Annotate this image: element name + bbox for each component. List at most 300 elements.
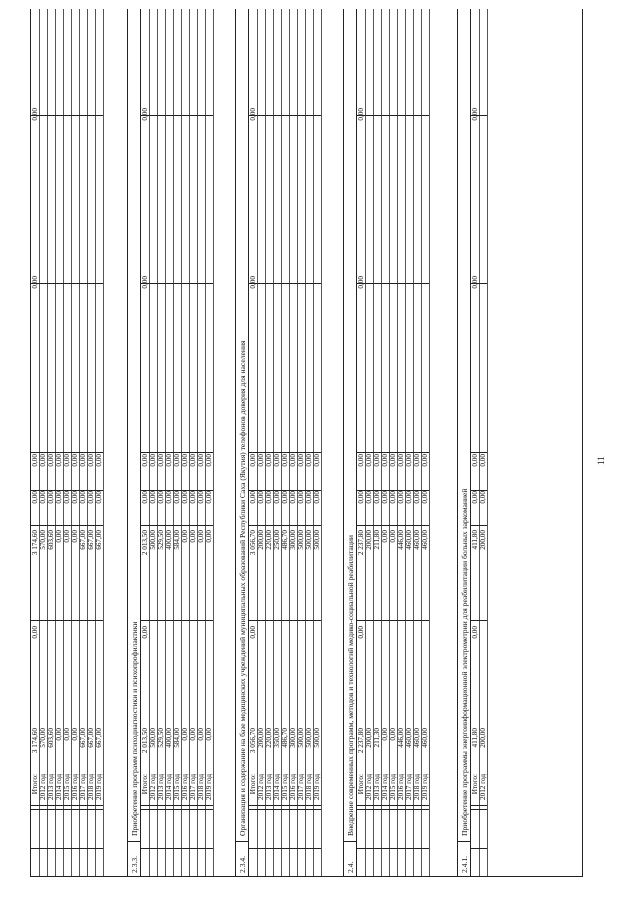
- amount-cell: 0,00: [149, 491, 157, 504]
- amount-cell: 3 174,60: [31, 728, 39, 754]
- year-label: 2017 год: [189, 774, 197, 800]
- page-number: 11: [596, 456, 606, 465]
- year-row: [87, 9, 95, 876]
- column-divider: [31, 848, 103, 849]
- amount-cell: 200,00: [479, 530, 487, 550]
- column-divider: [141, 805, 213, 806]
- amount-cell: 0,00: [471, 491, 479, 504]
- column-divider: [249, 848, 321, 849]
- amount-cell: 460,00: [421, 728, 429, 748]
- amount-cell: 500,00: [305, 728, 313, 748]
- amount-cell: 0,00: [205, 491, 213, 504]
- amount-cell: 400,00: [165, 530, 173, 550]
- amount-cell: 0,00: [197, 728, 205, 741]
- column-divider: [141, 283, 213, 284]
- amount-cell: 446,00: [397, 728, 405, 748]
- amount-cell: 667,00: [87, 728, 95, 748]
- year-row: [149, 9, 157, 876]
- amount-cell: 446,00: [397, 530, 405, 550]
- amount-cell: 0,00: [141, 626, 149, 639]
- section-number-divider: [457, 841, 471, 842]
- amount-cell: 0,00: [389, 491, 397, 504]
- amount-cell: 570,00: [39, 530, 47, 550]
- year-row: [47, 9, 55, 876]
- column-divider: [141, 620, 213, 621]
- year-label: 2015 год: [173, 774, 181, 800]
- column-divider: [357, 452, 429, 453]
- year-row: [289, 9, 297, 876]
- year-label: 2018 год: [87, 774, 95, 800]
- amount-cell: 0,00: [95, 454, 103, 467]
- amount-cell: 0,00: [189, 491, 197, 504]
- amount-cell: 0,00: [189, 530, 197, 543]
- section-number-divider: [235, 841, 249, 842]
- column-divider: [31, 809, 103, 810]
- amount-cell: 667,00: [87, 530, 95, 550]
- amount-cell: 0,00: [55, 530, 63, 543]
- amount-cell: 667,00: [79, 530, 87, 550]
- column-divider: [357, 805, 429, 806]
- amount-cell: 584,00: [173, 530, 181, 550]
- year-row: [413, 9, 421, 876]
- year-row: [71, 9, 79, 876]
- year-label: 2014 год: [55, 774, 63, 800]
- column-divider: [31, 525, 103, 526]
- amount-cell: 0,00: [39, 491, 47, 504]
- amount-cell: 0,00: [55, 454, 63, 467]
- amount-cell: 0,00: [471, 108, 479, 121]
- amount-cell: 460,00: [405, 530, 413, 550]
- amount-cell: 0,00: [165, 454, 173, 467]
- row-divider: [487, 9, 488, 876]
- year-label: 2016 год: [71, 774, 79, 800]
- amount-cell: 0,00: [397, 491, 405, 504]
- amount-cell: 0,00: [63, 728, 71, 741]
- year-row: [405, 9, 413, 876]
- section-number: 2.4.: [346, 861, 355, 873]
- amount-cell: 0,00: [205, 728, 213, 741]
- amount-cell: 2 013,50: [141, 530, 149, 556]
- column-divider: [471, 283, 487, 284]
- column-divider: [249, 115, 321, 116]
- amount-cell: 486,70: [281, 728, 289, 748]
- amount-cell: 667,00: [95, 728, 103, 748]
- column-divider: [471, 490, 487, 491]
- year-label: 2014 год: [165, 774, 173, 800]
- year-row: [257, 9, 265, 876]
- year-label: 2013 год: [157, 774, 165, 800]
- section-heading: [127, 9, 141, 876]
- amount-cell: 0,00: [63, 530, 71, 543]
- amount-cell: 0,00: [381, 454, 389, 467]
- amount-cell: 0,00: [479, 491, 487, 504]
- amount-cell: 0,00: [181, 530, 189, 543]
- amount-cell: 0,00: [373, 491, 381, 504]
- column-divider: [471, 620, 487, 621]
- year-row: [63, 9, 71, 876]
- amount-cell: 460,00: [421, 530, 429, 550]
- year-label: 2012 год: [479, 774, 487, 800]
- year-label: 2016 год: [397, 774, 405, 800]
- total-row: [141, 9, 149, 876]
- column-divider: [141, 452, 213, 453]
- section-title: Приобретение программы энергоинформационной электрометрии для реабилитации больных заркоманией: [460, 488, 469, 836]
- column-divider: [31, 620, 103, 621]
- column-divider: [141, 809, 213, 810]
- amount-cell: 0,00: [141, 108, 149, 121]
- amount-cell: 400,00: [165, 728, 173, 748]
- amount-cell: 411,80: [471, 728, 479, 748]
- column-divider: [249, 490, 321, 491]
- column-divider: [141, 490, 213, 491]
- amount-cell: 0,00: [71, 491, 79, 504]
- amount-cell: 667,00: [95, 530, 103, 550]
- amount-cell: 0,00: [157, 454, 165, 467]
- year-row: [373, 9, 381, 876]
- amount-cell: 0,00: [141, 491, 149, 504]
- amount-cell: 0,00: [249, 108, 257, 121]
- column-divider: [249, 620, 321, 621]
- amount-cell: 211,80: [373, 530, 381, 550]
- row-divider: [103, 9, 104, 876]
- amount-cell: 200,00: [257, 530, 265, 550]
- amount-cell: 0,00: [95, 491, 103, 504]
- column-divider: [357, 620, 429, 621]
- amount-cell: 0,00: [31, 454, 39, 467]
- column-divider: [141, 115, 213, 116]
- amount-cell: 3 174,60: [31, 530, 39, 556]
- year-label: 2012 год: [149, 774, 157, 800]
- amount-cell: 3 056,70: [249, 728, 257, 754]
- total-row: [471, 9, 479, 876]
- total-label: Итого:: [249, 774, 257, 795]
- amount-cell: 0,00: [297, 491, 305, 504]
- amount-cell: 300,00: [289, 728, 297, 748]
- amount-cell: 0,00: [31, 276, 39, 289]
- amount-cell: 570,00: [39, 728, 47, 748]
- amount-cell: 0,00: [47, 454, 55, 467]
- amount-cell: 0,00: [31, 626, 39, 639]
- year-row: [281, 9, 289, 876]
- amount-cell: 0,00: [381, 728, 389, 741]
- year-row: [79, 9, 87, 876]
- year-row: [273, 9, 281, 876]
- amount-cell: 0,00: [405, 454, 413, 467]
- amount-cell: 0,00: [289, 491, 297, 504]
- year-row: [381, 9, 389, 876]
- column-divider: [31, 115, 103, 116]
- amount-cell: 0,00: [55, 728, 63, 741]
- amount-cell: 0,00: [413, 491, 421, 504]
- amount-cell: 0,00: [205, 530, 213, 543]
- year-label: 2018 год: [197, 774, 205, 800]
- total-label: Итого:: [357, 774, 365, 795]
- amount-cell: 0,00: [313, 454, 321, 467]
- amount-cell: 0,00: [257, 454, 265, 467]
- year-row: [421, 9, 429, 876]
- amount-cell: 0,00: [197, 530, 205, 543]
- amount-cell: 0,00: [181, 728, 189, 741]
- year-label: 2018 год: [413, 774, 421, 800]
- amount-cell: 200,00: [365, 728, 373, 748]
- year-label: 2015 год: [281, 774, 289, 800]
- column-divider: [357, 848, 429, 849]
- year-label: 2014 год: [381, 774, 389, 800]
- amount-cell: 0,00: [389, 530, 397, 543]
- amount-cell: 0,00: [71, 454, 79, 467]
- column-divider: [31, 490, 103, 491]
- amount-cell: 0,00: [273, 491, 281, 504]
- amount-cell: 0,00: [281, 454, 289, 467]
- amount-cell: 0,00: [265, 491, 273, 504]
- amount-cell: 0,00: [63, 491, 71, 504]
- column-divider: [249, 809, 321, 810]
- amount-cell: 0,00: [365, 491, 373, 504]
- amount-cell: 200,00: [479, 728, 487, 748]
- column-divider: [357, 809, 429, 810]
- amount-cell: 250,00: [273, 530, 281, 550]
- amount-cell: 0,00: [79, 454, 87, 467]
- year-row: [39, 9, 47, 876]
- total-label: Итого:: [471, 774, 479, 795]
- section-heading: [457, 9, 471, 876]
- column-divider: [141, 848, 213, 849]
- amount-cell: 0,00: [189, 454, 197, 467]
- year-row: [265, 9, 273, 876]
- amount-cell: 0,00: [63, 454, 71, 467]
- amount-cell: 500,00: [297, 530, 305, 550]
- amount-cell: 0,00: [305, 454, 313, 467]
- amount-cell: 0,00: [173, 491, 181, 504]
- amount-cell: 486,70: [281, 530, 289, 550]
- amount-cell: 200,00: [365, 530, 373, 550]
- column-divider: [31, 452, 103, 453]
- total-label: Итого:: [31, 774, 39, 795]
- amount-cell: 0,00: [71, 530, 79, 543]
- section-number: 2.4.1.: [460, 855, 469, 873]
- amount-cell: 529,50: [157, 530, 165, 550]
- year-row: [157, 9, 165, 876]
- amount-cell: 0,00: [357, 108, 365, 121]
- amount-cell: 0,00: [289, 454, 297, 467]
- column-divider: [249, 805, 321, 806]
- section-number-divider: [343, 841, 357, 842]
- amount-cell: 584,00: [173, 728, 181, 748]
- year-label: 2013 год: [47, 774, 55, 800]
- year-label: 2019 год: [313, 774, 321, 800]
- amount-cell: 0,00: [197, 454, 205, 467]
- amount-cell: 0,00: [189, 728, 197, 741]
- amount-cell: 500,00: [149, 530, 157, 550]
- amount-cell: 0,00: [305, 491, 313, 504]
- year-row: [165, 9, 173, 876]
- column-divider: [357, 525, 429, 526]
- amount-cell: 0,00: [157, 491, 165, 504]
- amount-cell: 0,00: [71, 728, 79, 741]
- column-divider: [31, 805, 103, 806]
- column-divider: [249, 452, 321, 453]
- year-label: 2015 год: [63, 774, 71, 800]
- year-row: [397, 9, 405, 876]
- amount-cell: 0,00: [79, 491, 87, 504]
- year-row: [389, 9, 397, 876]
- column-divider: [357, 115, 429, 116]
- year-row: [181, 9, 189, 876]
- amount-cell: 0,00: [471, 454, 479, 467]
- amount-cell: 0,00: [173, 454, 181, 467]
- column-divider: [357, 283, 429, 284]
- year-label: 2013 год: [265, 774, 273, 800]
- amount-cell: 0,00: [249, 626, 257, 639]
- year-label: 2012 год: [365, 774, 373, 800]
- year-row: [95, 9, 103, 876]
- amount-cell: 0,00: [413, 454, 421, 467]
- amount-cell: 0,00: [249, 454, 257, 467]
- amount-cell: 0,00: [55, 491, 63, 504]
- amount-cell: 300,00: [289, 530, 297, 550]
- amount-cell: 460,00: [413, 530, 421, 550]
- amount-cell: 220,00: [265, 530, 273, 550]
- section-title: Приобретение программ психодиагностики и психопрофилактики: [130, 621, 139, 836]
- amount-cell: 0,00: [87, 454, 95, 467]
- year-row: [173, 9, 181, 876]
- amount-cell: 0,00: [357, 276, 365, 289]
- amount-cell: 0,00: [31, 491, 39, 504]
- column-divider: [31, 283, 103, 284]
- amount-cell: 0,00: [479, 454, 487, 467]
- amount-cell: 500,00: [297, 728, 305, 748]
- total-row: [357, 9, 365, 876]
- amount-cell: 0,00: [31, 108, 39, 121]
- amount-cell: 0,00: [381, 530, 389, 543]
- amount-cell: 529,50: [157, 728, 165, 748]
- amount-cell: 603,60: [47, 728, 55, 748]
- section-heading: [343, 9, 357, 876]
- year-row: [313, 9, 321, 876]
- amount-cell: 0,00: [421, 491, 429, 504]
- amount-cell: 0,00: [39, 454, 47, 467]
- section-number-divider: [127, 841, 141, 842]
- amount-cell: 2 013,50: [141, 728, 149, 754]
- column-divider: [471, 452, 487, 453]
- amount-cell: 0,00: [249, 276, 257, 289]
- amount-cell: 0,00: [281, 491, 289, 504]
- amount-cell: 0,00: [389, 454, 397, 467]
- year-row: [365, 9, 373, 876]
- year-label: 2019 год: [95, 774, 103, 800]
- amount-cell: 0,00: [165, 491, 173, 504]
- year-label: 2012 год: [257, 774, 265, 800]
- amount-cell: 0,00: [357, 454, 365, 467]
- amount-cell: 0,00: [149, 454, 157, 467]
- column-divider: [249, 525, 321, 526]
- amount-cell: 460,00: [413, 728, 421, 748]
- amount-cell: 500,00: [313, 530, 321, 550]
- year-label: 2016 год: [181, 774, 189, 800]
- amount-cell: 0,00: [47, 491, 55, 504]
- section-title: Организация и содержание на базе медицинских учреждений муниципальных образований Республики Саха (Якутия) телефонов доверия для населения: [238, 340, 247, 836]
- amount-cell: 0,00: [405, 491, 413, 504]
- amount-cell: 0,00: [141, 276, 149, 289]
- column-divider: [471, 525, 487, 526]
- amount-cell: 211,30: [373, 728, 381, 748]
- section-title: Внедрение современных программ, методов и технологий медико-социальной реабилитации: [346, 535, 355, 836]
- amount-cell: 0,00: [471, 276, 479, 289]
- total-label: Итого:: [141, 774, 149, 795]
- row-divider: [429, 9, 430, 876]
- amount-cell: 220,00: [265, 728, 273, 748]
- column-divider: [471, 848, 487, 849]
- amount-cell: 2 237,80: [357, 728, 365, 754]
- amount-cell: 0,00: [181, 454, 189, 467]
- year-label: 2014 год: [273, 774, 281, 800]
- year-label: 2018 год: [305, 774, 313, 800]
- year-row: [197, 9, 205, 876]
- amount-cell: 0,00: [297, 454, 305, 467]
- amount-cell: 350,00: [273, 728, 281, 748]
- year-row: [205, 9, 213, 876]
- year-label: 2017 год: [405, 774, 413, 800]
- amount-cell: 0,00: [249, 491, 257, 504]
- amount-cell: 0,00: [421, 454, 429, 467]
- amount-cell: 500,00: [313, 728, 321, 748]
- amount-cell: 0,00: [381, 491, 389, 504]
- year-row: [189, 9, 197, 876]
- amount-cell: 0,00: [87, 491, 95, 504]
- year-label: 2015 год: [389, 774, 397, 800]
- amount-cell: 500,00: [305, 530, 313, 550]
- column-divider: [357, 490, 429, 491]
- year-label: 2017 год: [79, 774, 87, 800]
- amount-cell: 0,00: [471, 626, 479, 639]
- amount-cell: 0,00: [265, 454, 273, 467]
- amount-cell: 0,00: [357, 491, 365, 504]
- amount-cell: 667,00: [79, 728, 87, 748]
- year-label: 2017 год: [297, 774, 305, 800]
- amount-cell: 603,60: [47, 530, 55, 550]
- amount-cell: 0,00: [365, 454, 373, 467]
- amount-cell: 0,00: [389, 728, 397, 741]
- year-label: 2012 год: [39, 774, 47, 800]
- total-row: [31, 9, 39, 876]
- amount-cell: 0,00: [357, 626, 365, 639]
- year-label: 2016 год: [289, 774, 297, 800]
- row-divider: [321, 9, 322, 876]
- column-divider: [141, 525, 213, 526]
- section-number: 2.3.3.: [130, 855, 139, 873]
- year-row: [305, 9, 313, 876]
- amount-cell: 0,00: [205, 454, 213, 467]
- amount-cell: 500,00: [149, 728, 157, 748]
- year-row: [297, 9, 305, 876]
- amount-cell: 411,80: [471, 530, 479, 550]
- year-label: 2019 год: [205, 774, 213, 800]
- section-heading: [235, 9, 249, 876]
- amount-cell: 200,00: [257, 728, 265, 748]
- amount-cell: 0,00: [141, 454, 149, 467]
- amount-cell: 460,00: [405, 728, 413, 748]
- amount-cell: 3 056,70: [249, 530, 257, 556]
- total-row: [249, 9, 257, 876]
- row-divider: [213, 9, 214, 876]
- budget-table: [30, 9, 583, 877]
- year-label: 2019 год: [421, 774, 429, 800]
- year-label: 2013 год: [373, 774, 381, 800]
- column-divider: [471, 805, 487, 806]
- year-row: [479, 9, 487, 876]
- amount-cell: 0,00: [313, 491, 321, 504]
- amount-cell: 0,00: [373, 454, 381, 467]
